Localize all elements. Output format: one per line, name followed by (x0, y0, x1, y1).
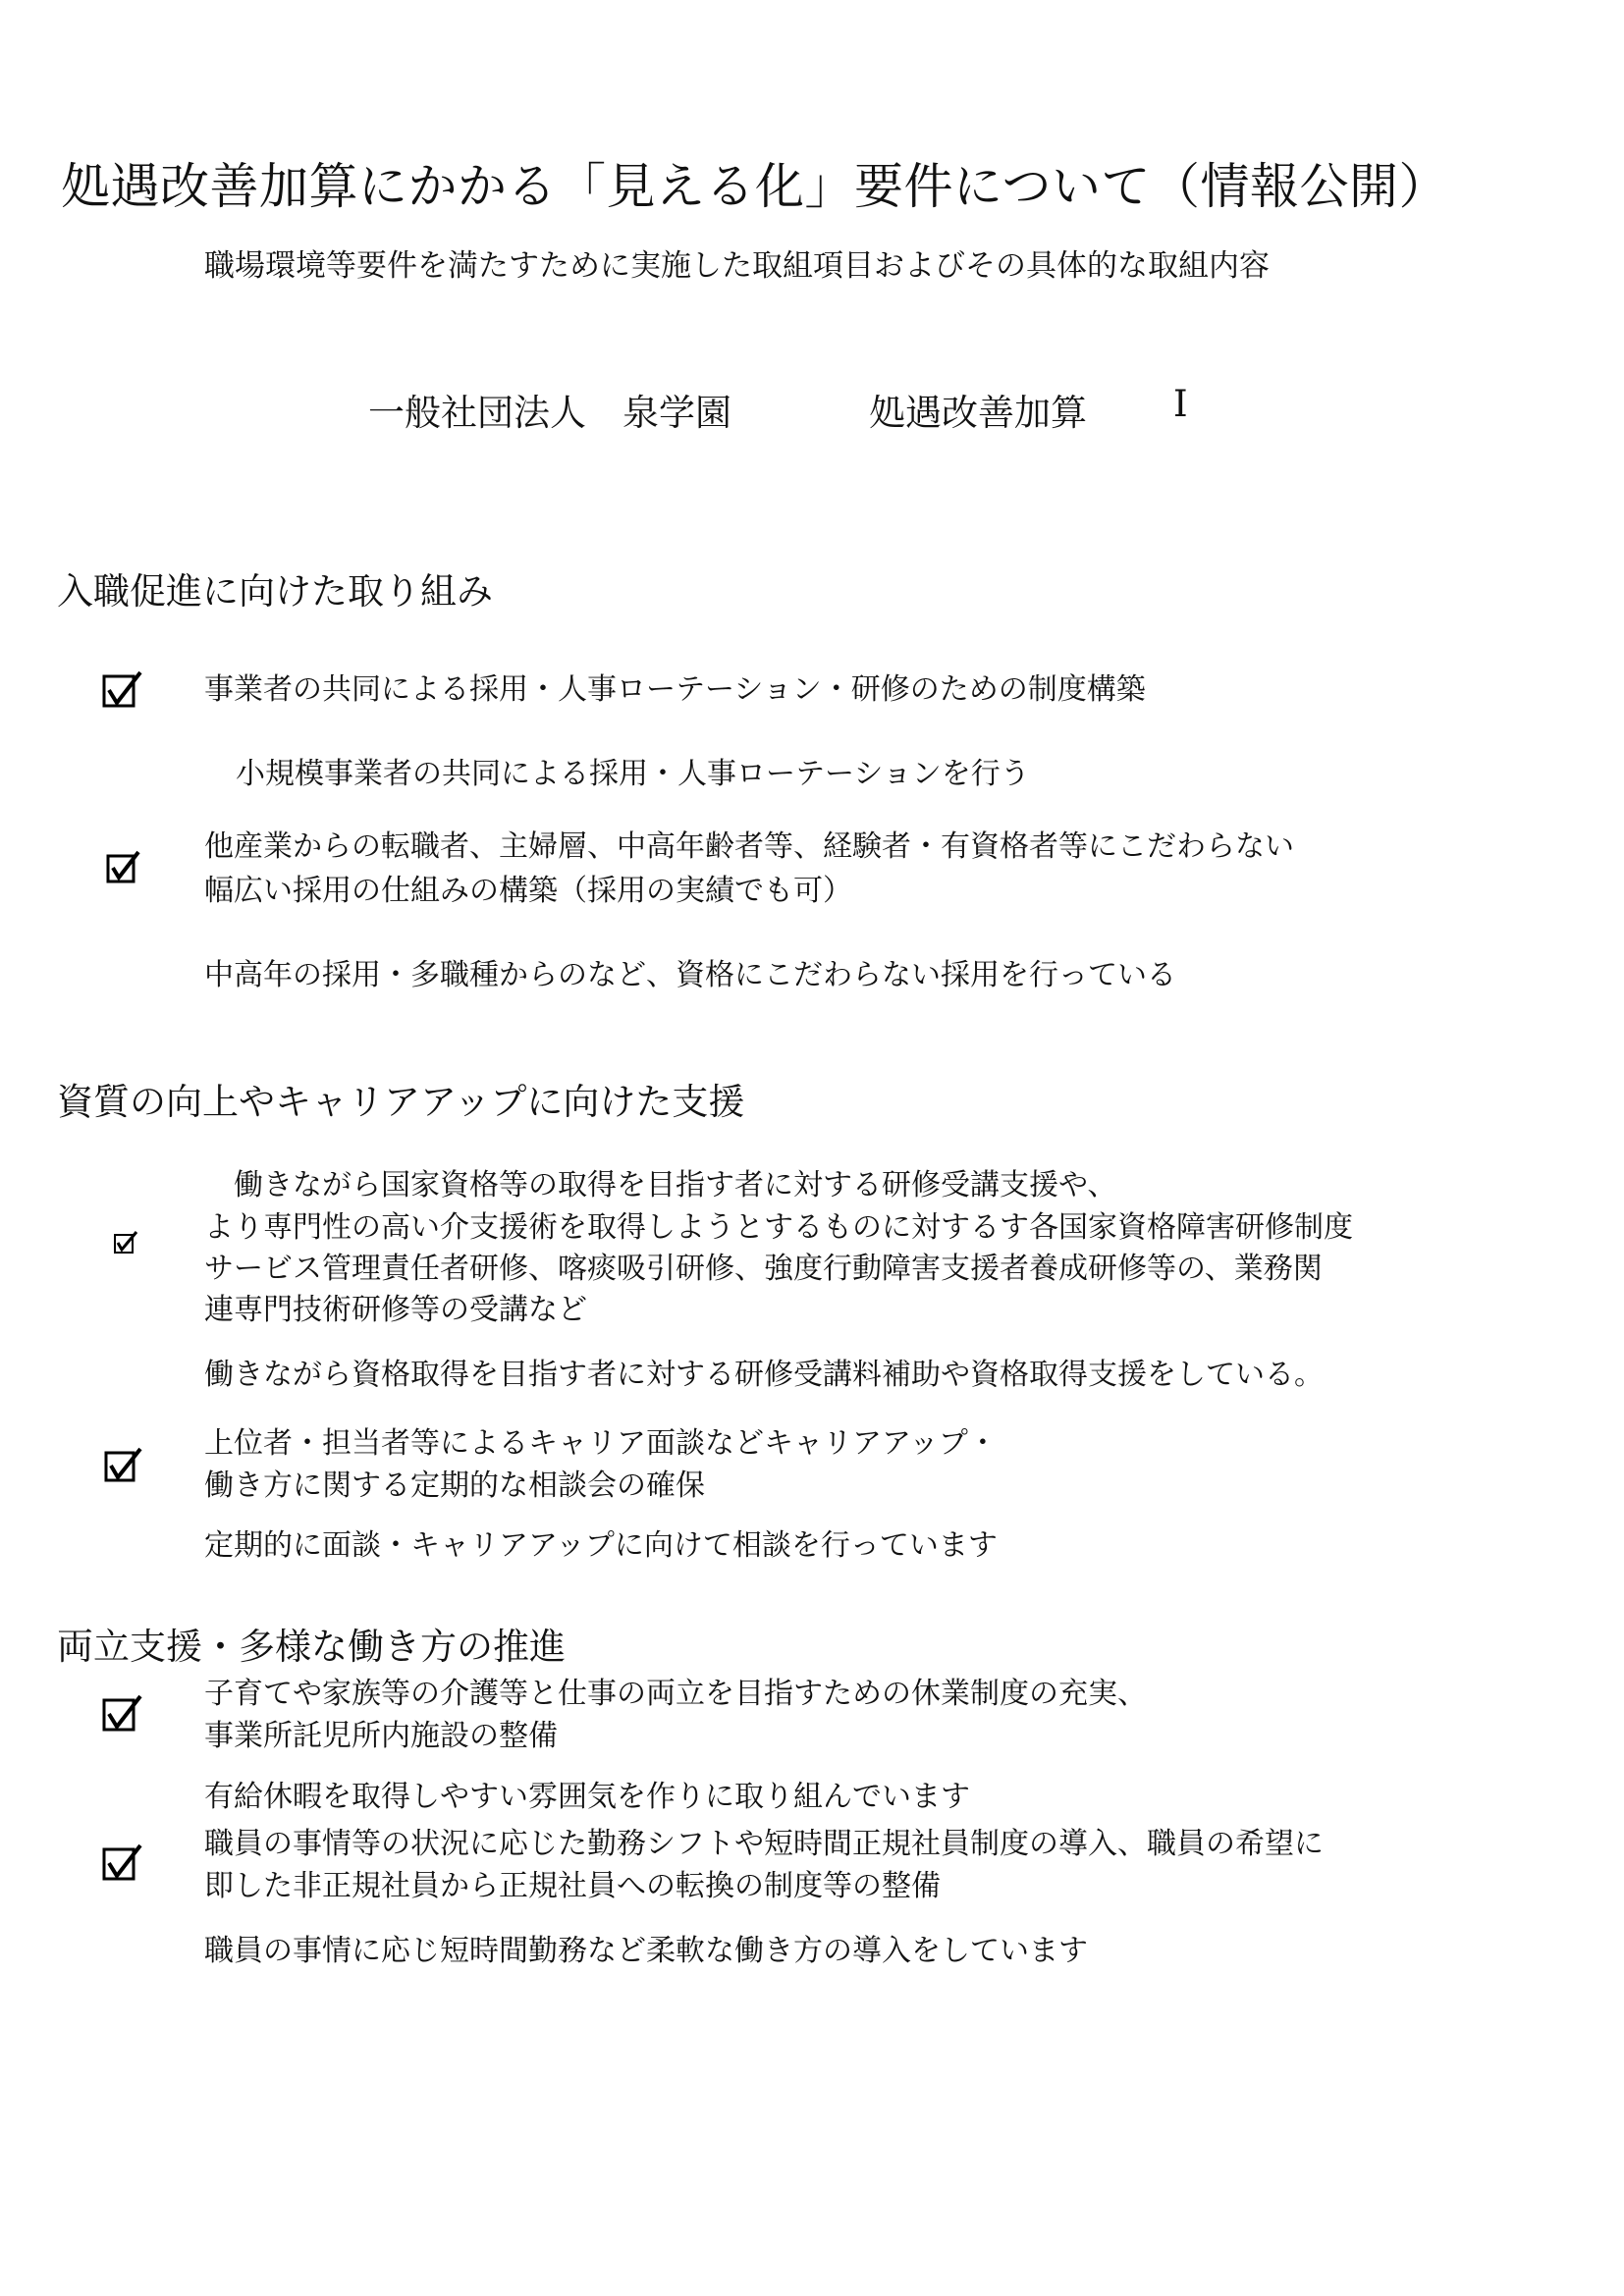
item-detail: 定期的に面談・キャリアアップに向けて相談を行っています (204, 1528, 998, 1563)
section-heading-work-balance: 両立支援・多様な働き方の推進 (57, 1626, 566, 1668)
section-heading-career: 資質の向上やキャリアアップに向けた支援 (57, 1081, 745, 1123)
checkbox-checked-icon[interactable] (106, 850, 141, 885)
item-text-line: サービス管理責任者研修、喀痰吸引研修、強度行動障害支援者養成研修等の、業務関 (204, 1252, 1323, 1286)
addition-level: Ⅰ (1173, 383, 1188, 425)
page-title: 処遇改善加算にかかる「見える化」要件について（情報公開） (61, 158, 1448, 215)
item-text-line: 事業者の共同による採用・人事ローテーション・研修のための制度構築 (204, 672, 1146, 707)
item-text-line: 働きながら国家資格等の取得を目指す者に対する研修受講支援や、 (234, 1168, 1117, 1202)
item-text-line: 幅広い採用の仕組みの構築（採用の実績でも可） (204, 874, 852, 908)
addition-label: 処遇改善加算 (869, 392, 1087, 434)
checkbox-checked-icon[interactable] (102, 1843, 143, 1883)
page-subtitle: 職場環境等要件を満たすために実施した取組項目およびその具体的な取組内容 (204, 248, 1270, 284)
checkbox-checked-icon[interactable] (113, 1230, 138, 1255)
item-text-line: 連専門技術研修等の受講など (204, 1293, 587, 1327)
item-text-line: 働き方に関する定期的な相談会の確保 (204, 1468, 705, 1503)
item-text-line: 職員の事情等の状況に応じた勤務シフトや短時間正規社員制度の導入、職員の希望に (204, 1827, 1324, 1861)
checkbox-checked-icon[interactable] (102, 1694, 143, 1734)
item-text-line: 即した非正規社員から正規社員への転換の制度等の整備 (204, 1869, 941, 1903)
section-heading-recruitment: 入職促進に向けた取り組み (57, 570, 493, 613)
checkbox-checked-icon[interactable] (102, 670, 143, 710)
item-detail: 中高年の採用・多職種からのなど、資格にこだわらない採用を行っている (204, 958, 1176, 992)
item-text-line: 他産業からの転職者、主婦層、中高年齢者等、経験者・有資格者等にこだわらない (204, 829, 1294, 864)
item-text-line: 事業所託児所内施設の整備 (204, 1719, 558, 1753)
organization-name: 一般社団法人 泉学園 (368, 392, 731, 434)
item-detail: 有給休暇を取得しやすい雰囲気を作りに取り組んでいます (204, 1780, 970, 1814)
item-detail: 小規模事業者の共同による採用・人事ローテーションを行う (236, 757, 1030, 791)
checkbox-checked-icon[interactable] (104, 1447, 143, 1484)
item-text-line: 上位者・担当者等によるキャリア面談などキャリアアップ・ (204, 1426, 998, 1461)
item-text-line: より専門性の高い介支援術を取得しようとするものに対するす各国家資格障害研修制度 (204, 1210, 1353, 1245)
item-detail: 働きながら資格取得を目指す者に対する研修受講料補助や資格取得支援をしている。 (204, 1358, 1324, 1392)
item-detail: 職員の事情に応じ短時間勤務など柔軟な働き方の導入をしています (204, 1934, 1088, 1968)
item-text-line: 子育てや家族等の介護等と仕事の両立を目指すための休業制度の充実、 (204, 1677, 1147, 1711)
